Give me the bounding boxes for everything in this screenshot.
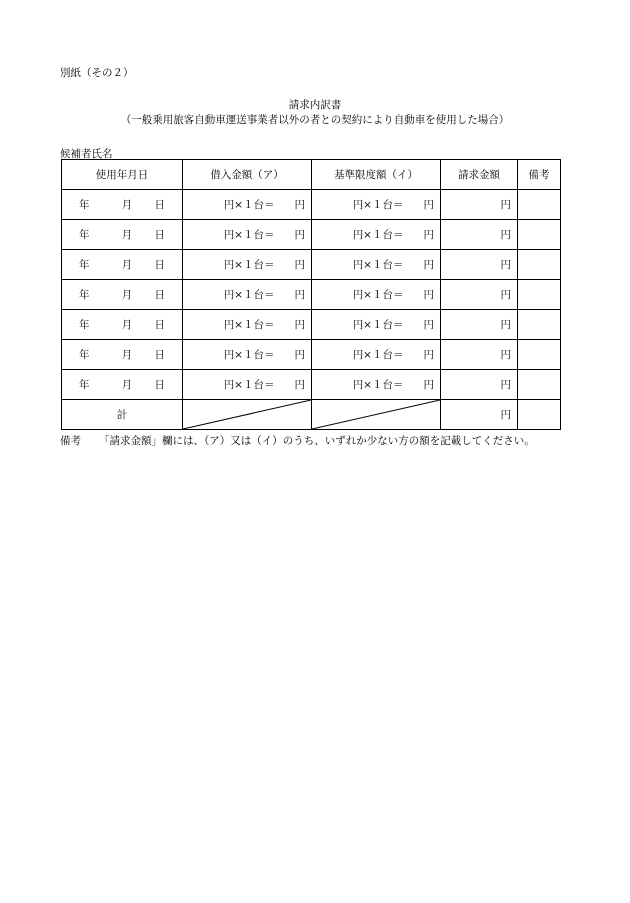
yen-unit: 円 (500, 379, 511, 391)
date-year-unit: 年 (79, 259, 90, 271)
yen-unit: 円 (500, 199, 511, 211)
total-claim-yen: 円 (441, 400, 518, 430)
claim-amount-cell[interactable] (441, 220, 518, 250)
yen-unit: 円 (294, 319, 305, 331)
remarks-cell[interactable] (518, 280, 561, 310)
date-month-unit: 月 (121, 289, 133, 301)
date-day-unit: 日 (154, 229, 165, 241)
claim-breakdown-table (61, 159, 561, 430)
rate-prefix: 円×１台＝ (352, 349, 404, 361)
date-month-unit: 月 (121, 379, 133, 391)
usage-date-cell[interactable] (62, 250, 183, 280)
rate-prefix: 円×１台＝ (352, 319, 404, 331)
candidate-name-label: 候補者氏名 (60, 148, 113, 160)
table-row (62, 310, 561, 340)
date-day-unit: 日 (154, 379, 165, 391)
diagonal-strike (183, 400, 311, 429)
remarks-cell[interactable] (518, 190, 561, 220)
yen-unit: 円 (423, 199, 434, 211)
rate-prefix: 円×１台＝ (223, 379, 275, 391)
yen-unit: 円 (294, 259, 305, 271)
yen-unit: 円 (500, 349, 511, 361)
rate-prefix: 円×１台＝ (223, 319, 275, 331)
note-text: 「請求金額」欄には、（ア）又は（イ）のうち、いずれか少ない方の額を記載してください。 (99, 435, 535, 447)
standard-limit-cell[interactable] (312, 310, 441, 340)
rate-prefix: 円×１台＝ (223, 259, 275, 271)
date-day-unit: 日 (154, 319, 165, 331)
yen-unit: 円 (423, 259, 434, 271)
rate-prefix: 円×１台＝ (352, 259, 404, 271)
note-label: 備考 (60, 435, 81, 447)
total-limit-empty (312, 400, 441, 430)
remarks-cell[interactable] (518, 220, 561, 250)
usage-date-cell[interactable] (62, 310, 183, 340)
standard-limit-cell[interactable] (312, 190, 441, 220)
borrowed-amount-cell[interactable] (183, 250, 312, 280)
yen-unit: 円 (294, 379, 305, 391)
standard-limit-cell[interactable] (312, 220, 441, 250)
remarks-cell[interactable] (518, 250, 561, 280)
claim-amount-cell[interactable] (441, 340, 518, 370)
standard-limit-cell[interactable] (312, 280, 441, 310)
yen-unit: 円 (423, 379, 434, 391)
date-day-unit: 日 (154, 259, 165, 271)
borrowed-amount-cell[interactable] (183, 220, 312, 250)
table-row (62, 340, 561, 370)
usage-date-cell[interactable] (62, 220, 183, 250)
usage-date-cell[interactable] (62, 190, 183, 220)
annex-label: 別紙（その２） (60, 67, 134, 79)
rate-prefix: 円×１台＝ (352, 289, 404, 301)
borrowed-amount-cell[interactable] (183, 190, 312, 220)
claim-amount-cell[interactable] (441, 190, 518, 220)
yen-unit: 円 (423, 289, 434, 301)
usage-date-cell[interactable] (62, 340, 183, 370)
borrowed-amount-cell[interactable] (183, 280, 312, 310)
date-month-unit: 月 (121, 259, 133, 271)
date-day-unit: 日 (154, 289, 165, 301)
date-year-unit: 年 (79, 199, 90, 211)
yen-unit: 円 (294, 199, 305, 211)
date-year-unit: 年 (79, 379, 90, 391)
claim-amount-cell[interactable] (441, 310, 518, 340)
borrowed-amount-cell[interactable] (183, 310, 312, 340)
total-row (62, 400, 561, 430)
standard-limit-cell[interactable] (312, 370, 441, 400)
rate-prefix: 円×１台＝ (352, 199, 404, 211)
borrowed-amount-cell[interactable] (183, 370, 312, 400)
rate-prefix: 円×１台＝ (223, 229, 275, 241)
total-borrowed-empty (183, 400, 312, 430)
usage-date-cell[interactable] (62, 280, 183, 310)
rate-prefix: 円×１台＝ (223, 199, 275, 211)
claim-amount-cell[interactable] (441, 250, 518, 280)
total-remarks-cell[interactable] (518, 400, 561, 430)
yen-unit: 円 (500, 319, 511, 331)
remarks-cell[interactable] (518, 370, 561, 400)
total-label: 計 (62, 400, 183, 430)
date-year-unit: 年 (79, 289, 90, 301)
document-title: 請求内訳書 (288, 99, 342, 111)
table-row (62, 190, 561, 220)
date-month-unit: 月 (121, 229, 133, 241)
remarks-cell[interactable] (518, 340, 561, 370)
usage-date-cell[interactable] (62, 370, 183, 400)
rate-prefix: 円×１台＝ (352, 229, 404, 241)
header-usage-date: 使用年月日 (62, 160, 183, 190)
date-year-unit: 年 (79, 229, 90, 241)
date-year-unit: 年 (79, 319, 90, 331)
claim-amount-cell[interactable] (441, 280, 518, 310)
yen-unit: 円 (423, 229, 434, 241)
header-claim-amount: 請求金額 (441, 160, 518, 190)
yen-unit: 円 (500, 229, 511, 241)
date-year-unit: 年 (79, 349, 90, 361)
table-row (62, 220, 561, 250)
table-row (62, 370, 561, 400)
borrowed-amount-cell[interactable] (183, 340, 312, 370)
yen-unit: 円 (500, 289, 511, 301)
claim-amount-cell[interactable] (441, 370, 518, 400)
yen-unit: 円 (294, 229, 305, 241)
yen-unit: 円 (500, 259, 511, 271)
yen-unit: 円 (294, 289, 305, 301)
date-month-unit: 月 (121, 349, 133, 361)
date-month-unit: 月 (121, 199, 133, 211)
table-header-row (62, 160, 561, 190)
header-borrowed-amount: 借入金額（ア） (183, 160, 312, 190)
table-row (62, 250, 561, 280)
date-month-unit: 月 (121, 319, 133, 331)
date-day-unit: 日 (154, 199, 165, 211)
document-subtitle: （一般乗用旅客自動車運送事業者以外の者との契約により自動車を使用した場合） (120, 114, 510, 126)
remarks-note (60, 433, 535, 448)
rate-prefix: 円×１台＝ (352, 379, 404, 391)
remarks-cell[interactable] (518, 310, 561, 340)
yen-unit: 円 (423, 319, 434, 331)
header-standard-limit: 基準限度額（イ） (312, 160, 441, 190)
table-row (62, 280, 561, 310)
yen-unit: 円 (294, 349, 305, 361)
standard-limit-cell[interactable] (312, 340, 441, 370)
date-day-unit: 日 (154, 349, 165, 361)
standard-limit-cell[interactable] (312, 250, 441, 280)
header-remarks: 備考 (518, 160, 561, 190)
rate-prefix: 円×１台＝ (223, 349, 275, 361)
yen-unit: 円 (423, 349, 434, 361)
rate-prefix: 円×１台＝ (223, 289, 275, 301)
diagonal-strike (312, 400, 440, 429)
